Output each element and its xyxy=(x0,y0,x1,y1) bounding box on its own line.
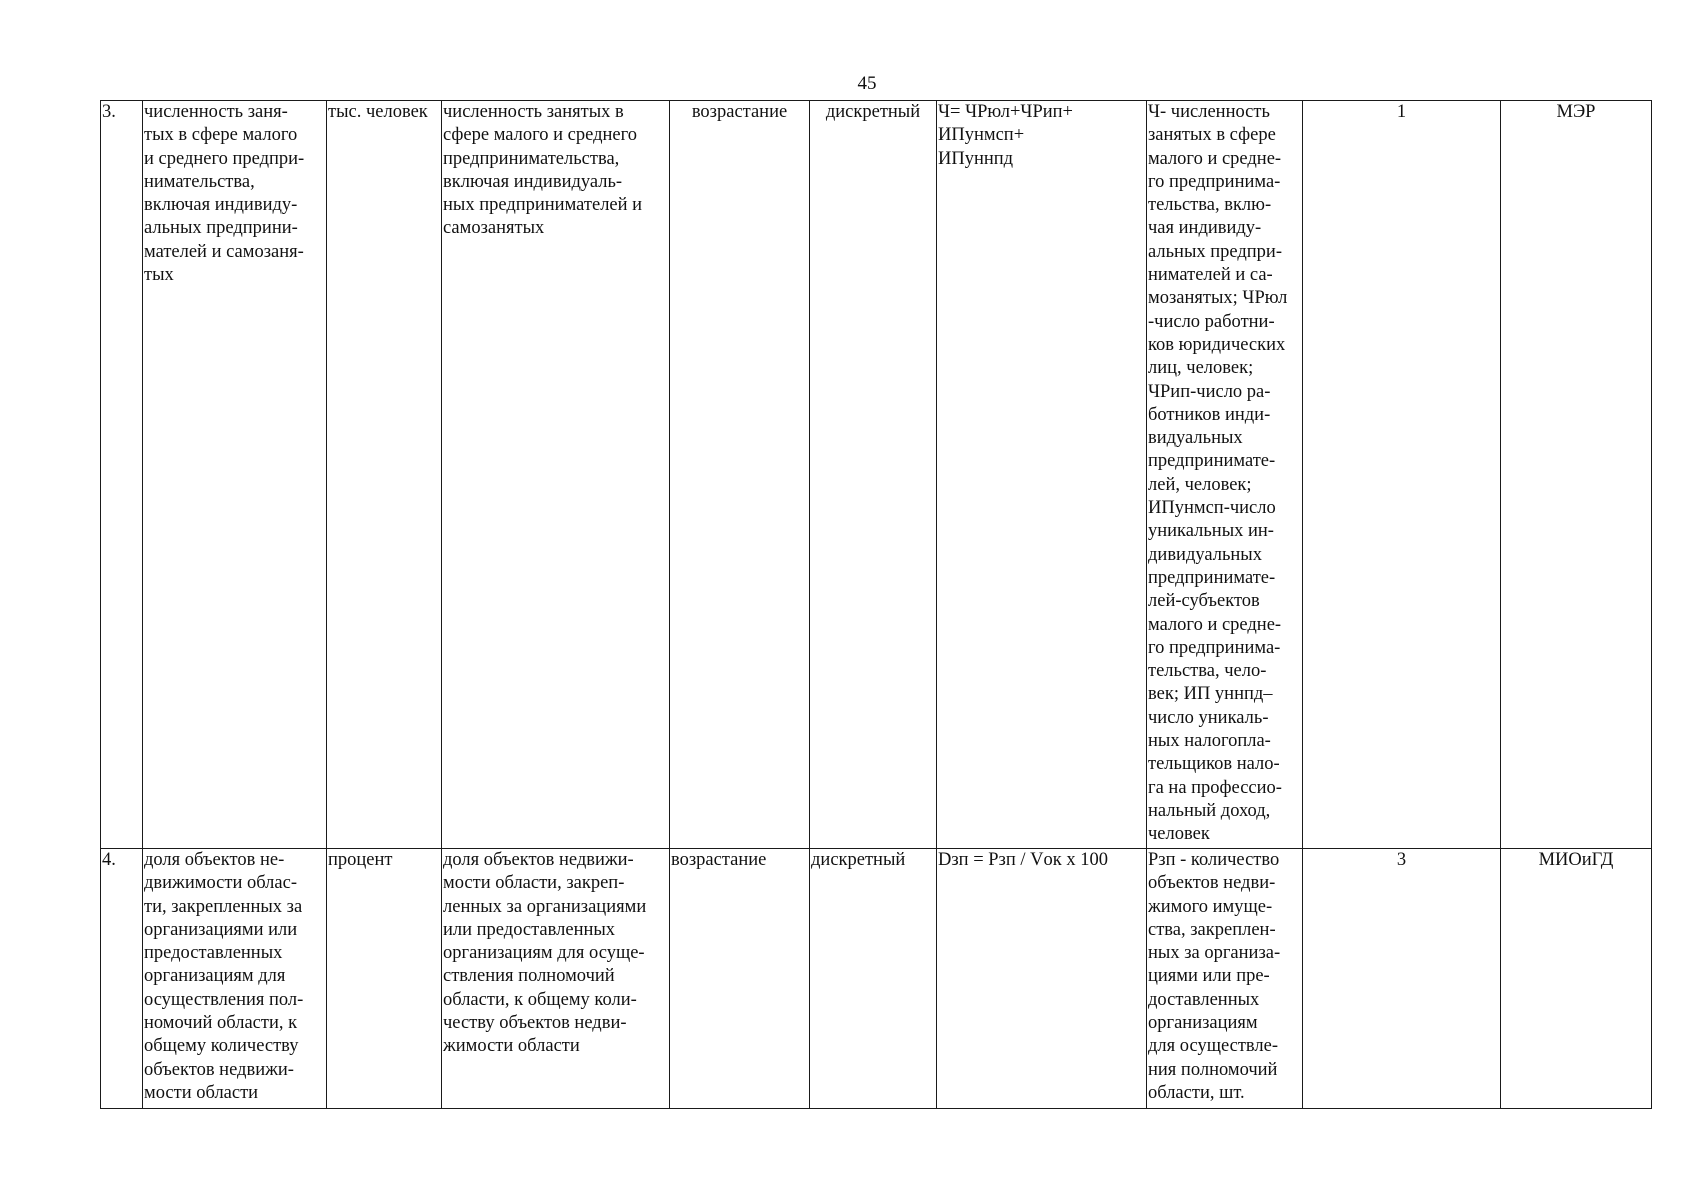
table-row xyxy=(101,849,1652,1109)
formula: Ч= ЧРюл+ЧРип+ ИПунмсп+ ИПуннпд xyxy=(937,101,1147,849)
formula: Dзп = Рзп / Vок x 100 xyxy=(937,849,1147,1109)
row-number: 3. xyxy=(101,101,143,849)
indicator-definition: численность занятых в сфере малого и среднего предпринимательства, включая индивидуаль- ных предпринимателей и самозанятых xyxy=(442,101,670,849)
row-number: 4. xyxy=(101,849,143,1109)
indicator-type: дискретный xyxy=(810,101,937,849)
dynamics: возрастание xyxy=(670,849,810,1109)
indicator-name: численность заня- тых в сфере малого и среднего предпри- нимательства, включая индивиду- альных предприни- мателей и самозаня- тых xyxy=(143,101,327,849)
page-number: 45 xyxy=(857,73,877,94)
table-row xyxy=(101,101,1652,849)
dynamics: возрастание xyxy=(670,101,810,849)
indicators-table xyxy=(100,100,1652,1109)
method-number: 1 xyxy=(1303,101,1501,849)
responsible-body: МЭР xyxy=(1501,101,1652,849)
indicator-type: дискретный xyxy=(810,849,937,1109)
indicator-name: доля объектов не- движимости облас- ти, закрепленных за организациями или предоставленных организациям для осуществления пол- номочий области, к общему количеству объектов недвижи- мости области xyxy=(143,849,327,1109)
indicator-definition: доля объектов недвижи- мости области, закреп- ленных за организациями или предоставленных организациям для осуще- ствления полномочий области, к общему коли- честву объектов недви- жимости области xyxy=(442,849,670,1109)
variables-description: Рзп - количество объектов недви- жимого имуще- ства, закреплен- ных за организа- циями или пре- доставленных организациям для осуществле- ния полномочий области, шт. xyxy=(1147,849,1303,1109)
responsible-body: МИОиГД xyxy=(1501,849,1652,1109)
method-number: 3 xyxy=(1303,849,1501,1109)
unit-of-measure: тыс. человек xyxy=(327,101,442,849)
variables-description: Ч- численность занятых в сфере малого и средне- го предпринима- тельства, вклю- чая индивиду- альных предпри- нимателей и са- мозанятых; ЧРюл -число работни- ков юридических лиц, человек; ЧРип-число ра- ботников инди- видуальных предпринимате- лей, человек; ИПунмсп-число уникальных ин- дивидуальных предпринимате- лей-субъектов малого и средне- го предпринима- тельства, чело- век; ИП уннпд– число уникаль- ных налогопла- тельщиков нало- га на профессио- нальный доход, человек xyxy=(1147,101,1303,849)
unit-of-measure: процент xyxy=(327,849,442,1109)
